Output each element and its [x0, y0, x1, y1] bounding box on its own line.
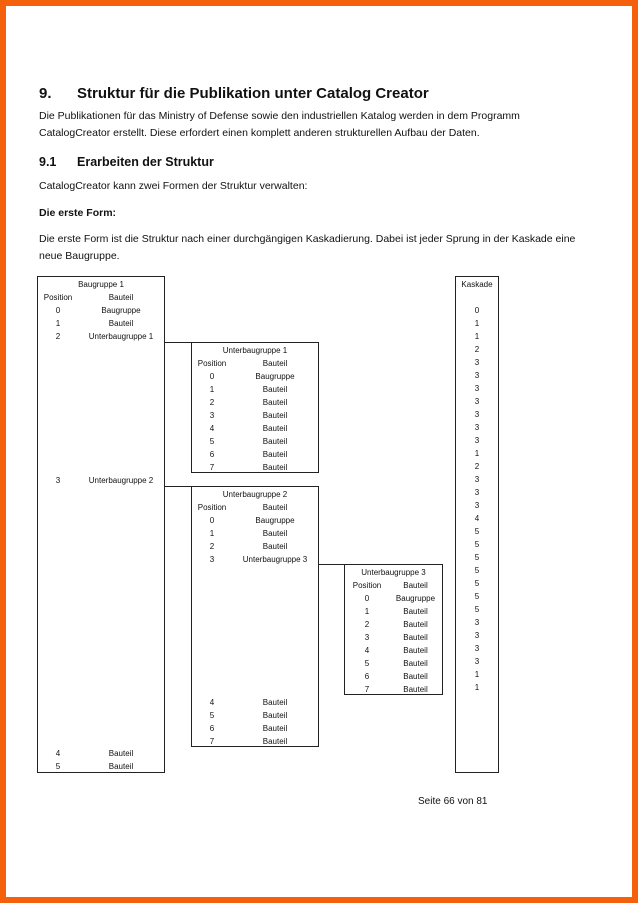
- kaskade-value: 3: [474, 397, 480, 406]
- kaskade-value: 5: [474, 566, 480, 575]
- row-pos: 0: [364, 594, 370, 603]
- row-name: Bauteil: [262, 437, 288, 446]
- table-title: Unterbaugruppe 3: [361, 568, 426, 577]
- kaskade-value: 3: [474, 475, 480, 484]
- row-pos: 4: [209, 424, 215, 433]
- row-pos: 2: [209, 542, 215, 551]
- kaskade-value: 3: [474, 436, 480, 445]
- row-pos: 1: [364, 607, 370, 616]
- row-name: Bauteil: [262, 737, 288, 746]
- row-pos: 2: [209, 398, 215, 407]
- kaskade-value: 5: [474, 540, 480, 549]
- kaskade-value: 5: [474, 527, 480, 536]
- row-pos: 1: [209, 529, 215, 538]
- row-name: Bauteil: [262, 542, 288, 551]
- row-name: Bauteil: [262, 424, 288, 433]
- intro-line-2: CatalogCreator erstellt. Diese erfordert einen komplett anderen strukturellen Aufbau der Daten.: [39, 127, 480, 139]
- kaskade-value: 1: [474, 319, 480, 328]
- form-heading: Die erste Form:: [39, 207, 117, 219]
- row-name: Bauteil: [262, 711, 288, 720]
- row-name: Bauteil: [108, 762, 134, 771]
- kaskade-value: 3: [474, 631, 480, 640]
- row-pos: 6: [209, 724, 215, 733]
- row-name: Bauteil: [262, 463, 288, 472]
- kaskade-value: 1: [474, 670, 480, 679]
- section-title: Struktur für die Publikation unter Catalog Creator: [77, 85, 429, 102]
- kaskade-value: 3: [474, 358, 480, 367]
- row-pos: 5: [55, 762, 61, 771]
- row-pos: 7: [364, 685, 370, 694]
- row-name: Baugruppe: [255, 372, 295, 381]
- row-name: Bauteil: [403, 646, 428, 655]
- unterbaugruppe-3-table: [344, 564, 443, 695]
- row-name: Unterbaugruppe 2: [88, 476, 154, 485]
- subsection-title: Erarbeiten der Struktur: [77, 155, 214, 169]
- row-pos: 5: [364, 659, 370, 668]
- subsection-text: CatalogCreator kann zwei Formen der Struktur verwalten:: [39, 180, 308, 192]
- kaskade-value: 3: [474, 501, 480, 510]
- row-pos: 4: [55, 749, 61, 758]
- form-desc-line-1: Die erste Form ist die Struktur nach einer durchgängigen Kaskadierung. Dabei ist jeder Sprung in der Kaskade eine: [39, 233, 576, 245]
- row-pos: 3: [209, 411, 215, 420]
- table-title: Unterbaugruppe 1: [222, 346, 288, 355]
- row-name: Bauteil: [403, 685, 428, 694]
- table-title: Unterbaugruppe 2: [222, 490, 288, 499]
- kaskade-value: 3: [474, 423, 480, 432]
- row-pos: 0: [209, 516, 215, 525]
- kaskade-value: 4: [474, 514, 480, 523]
- kaskade-value: 2: [474, 345, 480, 354]
- connector-ubg3: [317, 564, 344, 565]
- intro-line-1: Die Publikationen für das Ministry of Defense sowie den industriellen Katalog werden in dem Programm: [39, 110, 520, 122]
- row-pos: 7: [209, 463, 215, 472]
- row-name: Bauteil: [403, 659, 428, 668]
- row-name: Bauteil: [262, 385, 288, 394]
- col-header-position: Position: [197, 359, 227, 368]
- kaskade-title: Kaskade: [461, 280, 493, 289]
- row-pos: 5: [209, 711, 215, 720]
- col-header-bauteil: Bauteil: [262, 359, 288, 368]
- row-pos: 3: [364, 633, 370, 642]
- page-number: Seite 66 von 81: [418, 796, 488, 807]
- kaskade-value: 3: [474, 371, 480, 380]
- unterbaugruppe-2-table: [191, 486, 319, 747]
- section-number: 9.: [39, 85, 52, 102]
- row-name: Bauteil: [108, 749, 134, 758]
- row-name: Bauteil: [262, 698, 288, 707]
- row-pos: 6: [364, 672, 370, 681]
- col-header-bauteil: Bauteil: [108, 293, 134, 302]
- kaskade-value: 0: [474, 306, 480, 315]
- kaskade-value: 3: [474, 644, 480, 653]
- kaskade-value: 3: [474, 410, 480, 419]
- row-pos: 6: [209, 450, 215, 459]
- kaskade-value: 3: [474, 488, 480, 497]
- row-name: Baugruppe: [255, 516, 295, 525]
- subsection-number: 9.1: [39, 155, 57, 169]
- row-name: Bauteil: [262, 398, 288, 407]
- row-pos: 4: [364, 646, 370, 655]
- table-title: Baugruppe 1: [78, 280, 124, 289]
- row-name: Bauteil: [108, 319, 134, 328]
- kaskade-value: 5: [474, 592, 480, 601]
- row-name: Bauteil: [262, 724, 288, 733]
- kaskade-column: [455, 276, 499, 773]
- form-desc-line-2: neue Baugruppe.: [39, 250, 120, 262]
- kaskade-value: 3: [474, 618, 480, 627]
- row-pos: 5: [209, 437, 215, 446]
- col-header-position: Position: [43, 293, 73, 302]
- kaskade-value: 5: [474, 553, 480, 562]
- col-header-position: Position: [352, 581, 382, 590]
- kaskade-value: 2: [474, 462, 480, 471]
- col-header-position: Position: [197, 503, 227, 512]
- kaskade-value: 3: [474, 657, 480, 666]
- row-name: Bauteil: [403, 633, 428, 642]
- connector-ubg2: [164, 486, 191, 487]
- kaskade-value: 1: [474, 449, 480, 458]
- row-pos: 2: [55, 332, 61, 341]
- row-name: Bauteil: [262, 450, 288, 459]
- row-pos: 0: [209, 372, 215, 381]
- col-header-bauteil: Bauteil: [262, 503, 288, 512]
- row-name: Bauteil: [403, 672, 428, 681]
- col-header-bauteil: Bauteil: [403, 581, 428, 590]
- row-name: Baugruppe: [101, 306, 141, 315]
- row-name: Baugruppe: [395, 594, 436, 603]
- row-name: Bauteil: [403, 607, 428, 616]
- row-pos: 3: [209, 555, 215, 564]
- unterbaugruppe-1-table: [191, 342, 319, 473]
- row-name: Bauteil: [262, 529, 288, 538]
- row-name: Unterbaugruppe 1: [88, 332, 154, 341]
- row-pos: 2: [364, 620, 370, 629]
- row-name: Bauteil: [262, 411, 288, 420]
- kaskade-value: 1: [474, 683, 480, 692]
- kaskade-value: 1: [474, 332, 480, 341]
- kaskade-value: 5: [474, 579, 480, 588]
- row-pos: 1: [55, 319, 61, 328]
- document-page: [6, 6, 632, 897]
- row-pos: 3: [55, 476, 61, 485]
- row-pos: 1: [209, 385, 215, 394]
- row-pos: 4: [209, 698, 215, 707]
- kaskade-value: 3: [474, 384, 480, 393]
- kaskade-value: 5: [474, 605, 480, 614]
- baugruppe-1-table: [37, 276, 165, 773]
- connector-ubg1: [164, 342, 191, 343]
- row-pos: 7: [209, 737, 215, 746]
- row-pos: 0: [55, 306, 61, 315]
- row-name: Bauteil: [403, 620, 428, 629]
- row-name: Unterbaugruppe 3: [242, 555, 308, 564]
